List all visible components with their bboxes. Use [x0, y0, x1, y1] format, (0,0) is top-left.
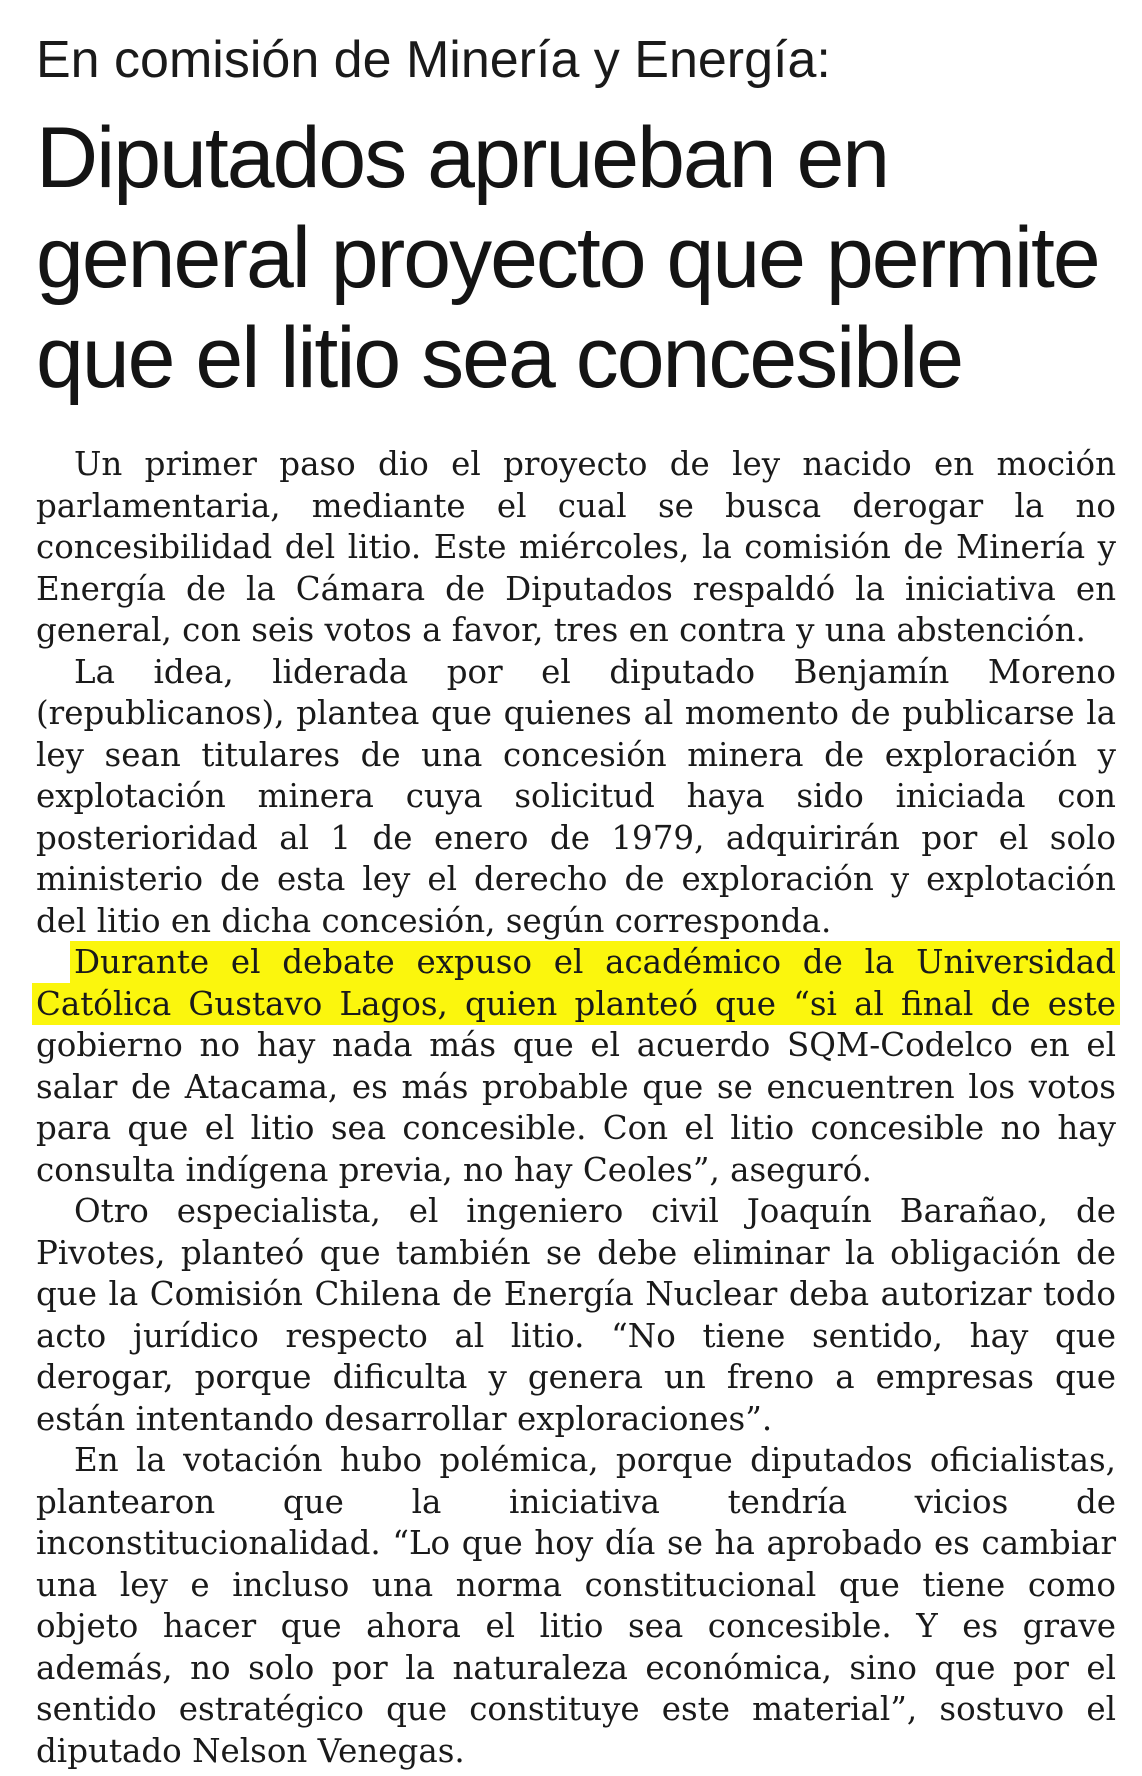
news-article	[36, 30, 1116, 1772]
article-headline: Diputados aprueban en general proyecto que permite que el litio sea concesible	[36, 110, 1099, 406]
paragraph-4: Otro especialista, el ingeniero civil Joaquín Barañao, de Pivotes, planteó que también se debe eliminar la obligación de que la Comisión Chilena de Energía Nuclear deba autorizar todo acto jurídico respecto al litio. “No tiene sentido, hay que derogar, porque dificulta y genera un freno a empresas que están intentando desarrollar exploraciones”.	[36, 1192, 1116, 1438]
article-kicker: En comisión de Minería y Energía:	[36, 31, 831, 89]
highlighted-text: Durante el debate expuso el académico de la Universidad Católica Gustavo Lagos, quien planteó que “si al final de este	[32, 941, 1120, 1025]
paragraph-3	[36, 942, 1116, 1191]
paragraph-2: La idea, liderada por el diputado Benjamín Moreno (republicanos), plantea que quienes al momento de publicarse la ley sean titulares de una concesión minera de exploración y explotación minera cuya solicitud haya sido iniciada con posterioridad al 1 de enero de 1979, adquirirán por el solo ministerio de esta ley el derecho de exploración y explotación del litio en dicha concesión, según corresponda.	[36, 652, 1116, 940]
paragraph-3-text: gobierno no hay nada más que el acuerdo SQM-Codelco en el salar de Atacama, es más probable que se encuentren los votos para que el litio sea concesible. Con el litio concesible no hay consulta indígena previa, no hay Ceoles”, aseguró.	[36, 1026, 1116, 1189]
paragraph-5: En la votación hubo polémica, porque diputados oficialistas, plantearon que la iniciativa tendría vicios de inconstitucionalidad. “Lo que hoy día se ha aprobado es cambiar una ley e incluso una norma constitucional que tiene como objeto hacer que ahora el litio sea concesible. Y es grave además, no solo por la naturaleza económica, sino que por el sentido estratégico que constituye este material”, sostuvo el diputado Nelson Venegas.	[36, 1441, 1116, 1770]
article-body	[36, 444, 1116, 1772]
paragraph-1: Un primer paso dio el proyecto de ley nacido en moción parlamentaria, mediante el cual se busca derogar la no concesibilidad del litio. Este miércoles, la comisión de Minería y Energía de la Cámara de Diputados respaldó la iniciativa en general, con seis votos a favor, tres en contra y una abstención.	[36, 445, 1116, 649]
